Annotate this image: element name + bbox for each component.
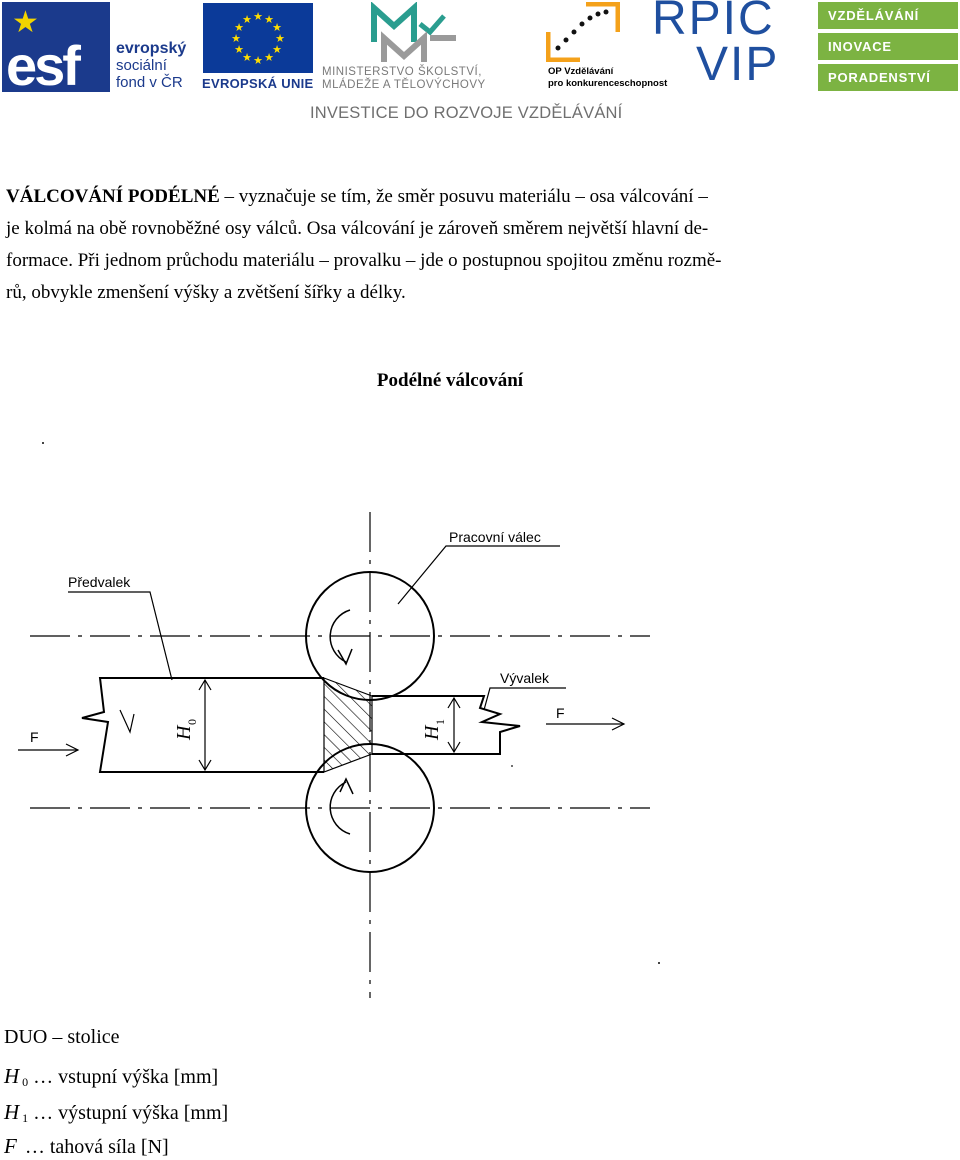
paragraph-line-1-rest: – vyznačuje se tím, že směr posuvu materiálu – osa válcování – [219, 186, 708, 207]
op-line-2: pro konkurenceschopnost [548, 78, 668, 89]
legend-symbol: F [4, 1134, 17, 1158]
eu-caption: EVROPSKÁ UNIE [202, 76, 314, 91]
rpic-vip-logo [652, 0, 780, 91]
rpic-services [818, 2, 958, 95]
svg-text:★: ★ [275, 32, 285, 45]
svg-text:★: ★ [253, 10, 263, 23]
star-icon: ★ [12, 6, 39, 39]
leader-output [484, 688, 566, 710]
msmt-mark-icon [368, 2, 460, 66]
esf-line-3: fond v ČR [116, 74, 183, 91]
eu-flag-logo [203, 3, 313, 73]
svg-text:★: ★ [242, 51, 252, 64]
eu-stars-icon [203, 3, 313, 73]
speck [42, 442, 44, 444]
esf-logo-letters: esf [6, 34, 78, 97]
label-output-bar: Vývalek [500, 670, 550, 686]
paragraph-line-3: formace. Při jednom průchodu materiálu – provalku – jde o postupnou spojitou změnu rozmě- [6, 250, 722, 271]
logo-header [0, 0, 960, 130]
paragraph-line-1 [6, 181, 906, 213]
op-mark-icon [546, 2, 620, 62]
paragraph-line-2: je kolmá na obě rovnoběžné osy válců. Osa válcování je zároveň směrem největší hlavní de- [6, 218, 709, 239]
svg-text:★: ★ [253, 54, 263, 67]
svg-text:★: ★ [264, 51, 274, 64]
investice-slogan: INVESTICE DO ROZVOJE VZDĚLÁVÁNÍ [310, 104, 623, 122]
definition-paragraph [6, 181, 906, 309]
svg-text:★: ★ [234, 43, 244, 56]
esf-line-2: sociální [116, 57, 167, 74]
op-text [548, 66, 667, 90]
paragraph-line-4: rů, obvykle zmenšení výšky a zvětšení šířky a délky. [6, 282, 406, 303]
rpic-line-2: VIP [696, 38, 780, 91]
legend-item-h0 [4, 1064, 218, 1089]
input-bar [82, 678, 324, 772]
service-vzdelavani: VZDĚLÁVÁNÍ [818, 2, 958, 29]
label-input-bar: Předvalek [68, 574, 131, 590]
legend-text: … tahová síla [N] [24, 1136, 169, 1158]
legend-text: … vstupní výška [mm] [33, 1066, 219, 1088]
deformation-zone [324, 678, 372, 772]
legend-item-h1 [4, 1100, 228, 1125]
legend-subscript: 1 [22, 1111, 29, 1125]
msmt-logo [368, 2, 460, 66]
label-h1-sub: 1 [433, 719, 447, 725]
rolling-diagram-svg [0, 500, 700, 1000]
rpic-line-1: RPIC [652, 0, 775, 45]
label-roll: Pracovní válec [449, 529, 541, 545]
svg-text:★: ★ [234, 21, 244, 34]
rolling-diagram [0, 500, 700, 1000]
svg-text:★: ★ [231, 32, 241, 45]
legend-symbol: H [4, 1064, 20, 1088]
figure-caption: Podélné válcování [376, 370, 524, 391]
svg-text:★: ★ [264, 13, 274, 26]
msmt-line-1: MINISTERSTVO ŠKOLSTVÍ, [322, 66, 482, 78]
op-logo [546, 2, 620, 62]
legend-symbol: H [4, 1100, 20, 1124]
legend-text: … výstupní výška [mm] [33, 1102, 229, 1124]
esf-logo [2, 2, 110, 97]
service-poradenstvi: PORADENSTVÍ [818, 64, 958, 91]
svg-text:★: ★ [272, 21, 282, 34]
svg-text:★: ★ [242, 13, 252, 26]
msmt-line-2: MLÁDEŽE A TĚLOVÝCHOVY [322, 79, 486, 91]
label-force-left: F [30, 729, 39, 745]
leader-roll [398, 546, 560, 604]
msmt-text [322, 66, 486, 92]
svg-text:★: ★ [272, 43, 282, 56]
legend-item-f [4, 1134, 169, 1159]
service-inovace: INOVACE [818, 33, 958, 60]
esf-line-1: evropský [116, 40, 187, 57]
label-h0-sub: 0 [185, 719, 199, 725]
op-line-1: OP Vzdělávání [548, 66, 614, 77]
label-force-right: F [556, 705, 565, 721]
legend-title: DUO – stolice [4, 1026, 120, 1048]
label-h1: H [421, 725, 443, 740]
label-h0: H [173, 725, 195, 740]
legend-subscript: 0 [22, 1075, 29, 1089]
esf-logo-text [116, 40, 186, 91]
definition-term: VÁLCOVÁNÍ PODÉLNÉ [6, 186, 220, 207]
